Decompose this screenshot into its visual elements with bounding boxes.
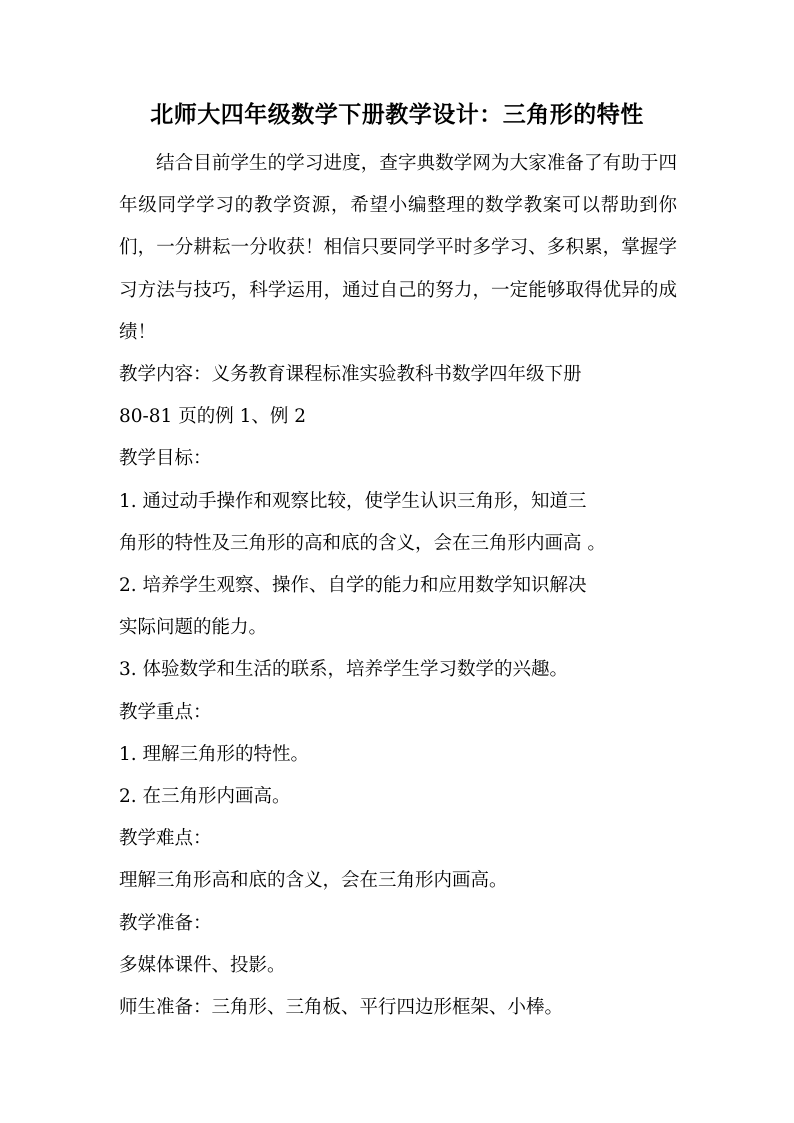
key-point-1: 1. 理解三角形的特性。	[119, 743, 310, 765]
preparation-text: 多媒体课件、投影。	[119, 954, 286, 976]
goals-heading: 教学目标：	[119, 448, 212, 470]
document-body	[119, 143, 677, 1029]
content-line-1: 教学内容：义务教育课程标准实验教科书数学四年级下册	[119, 364, 582, 386]
key-point-2: 2. 在三角形内画高。	[119, 786, 291, 808]
goal-1-line-2: 角形的特性及三角形的高和底的含义，会在三角形内画高 。	[119, 532, 606, 554]
document-title: 北师大四年级数学下册教学设计：三角形的特性	[150, 101, 644, 128]
preparation-heading: 教学准备：	[119, 912, 212, 934]
intro-paragraph: 结合目前学生的学习进度，查字典数学网为大家准备了有助于四年级同学学习的教学资源，希望小编整理的数学教案可以帮助到你们，一分耕耘一分收获！相信只要同学平时多学习、多积累，掌握学习方法与技巧，科学运用，通过自己的努力，一定能够取得优异的成绩！	[119, 153, 677, 343]
difficulty-heading: 教学难点：	[119, 828, 212, 850]
key-points-heading: 教学重点：	[119, 701, 212, 723]
content-line-2: 80-81 页的例 1、例 2	[119, 406, 307, 428]
goal-3: 3. 体验数学和生活的联系，培养学生学习数学的兴趣。	[119, 659, 569, 681]
goal-2-line-2: 实际问题的能力。	[119, 617, 268, 639]
goal-1-line-1: 1. 通过动手操作和观察比较，使学生认识三角形，知道三	[119, 490, 587, 512]
teacher-student-preparation: 师生准备：三角形、三角板、平行四边形框架、小棒。	[119, 997, 564, 1019]
difficulty-text: 理解三角形高和底的含义，会在三角形内画高。	[119, 870, 508, 892]
goal-2-line-1: 2. 培养学生观察、操作、自学的能力和应用数学知识解决	[119, 575, 587, 597]
